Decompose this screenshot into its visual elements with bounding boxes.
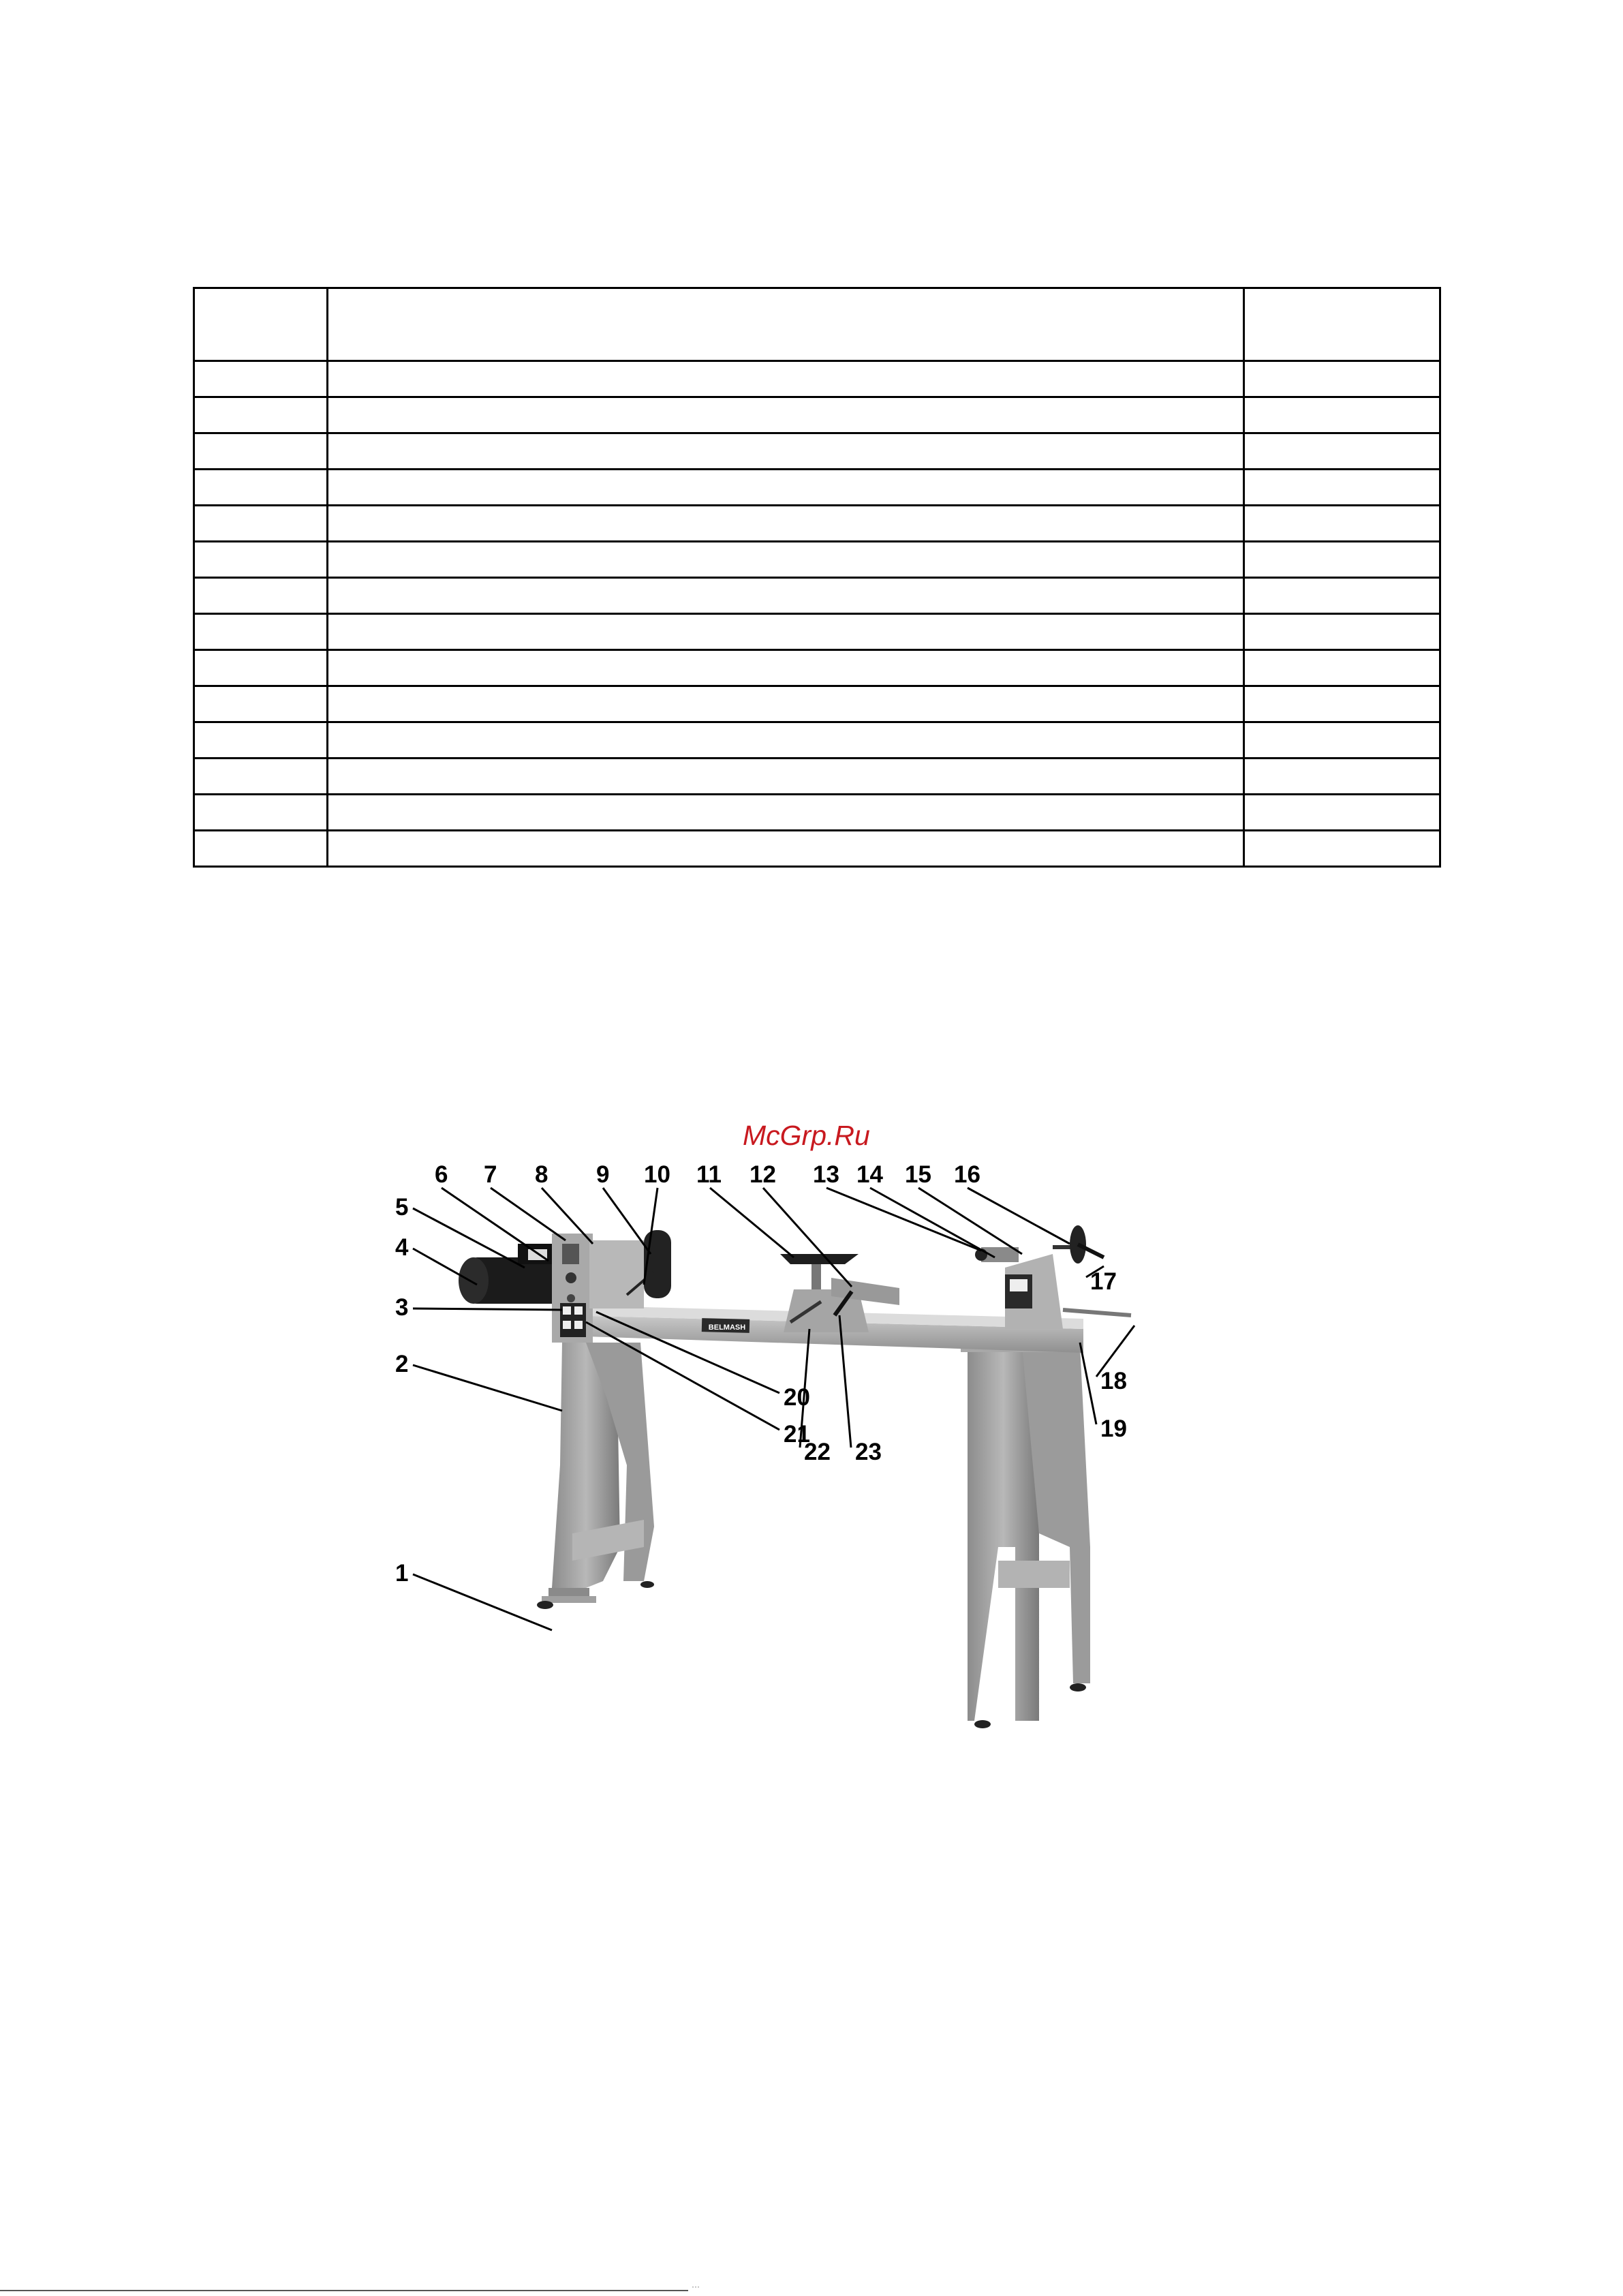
table-cell (194, 831, 328, 867)
leader-line-14 (870, 1188, 995, 1257)
table-cell (1244, 542, 1440, 578)
leader-line-12 (763, 1188, 852, 1287)
table-row (194, 506, 1440, 542)
table-cell (1244, 831, 1440, 867)
table-cell (1244, 614, 1440, 650)
table-cell (328, 470, 1244, 506)
callout-label-8: 8 (535, 1161, 548, 1188)
leader-line-16 (968, 1188, 1070, 1244)
table-cell (328, 650, 1244, 686)
leader-line-6 (442, 1188, 548, 1261)
motor (459, 1244, 559, 1304)
callout-label-12: 12 (749, 1161, 776, 1188)
table-row (194, 433, 1440, 470)
callout-label-14: 14 (856, 1161, 883, 1188)
callout-label-19: 19 (1100, 1415, 1127, 1442)
table-cell (194, 795, 328, 831)
table-cell (328, 722, 1244, 759)
table-cell (1244, 650, 1440, 686)
callout-label-7: 7 (484, 1161, 497, 1188)
table-cell (328, 361, 1244, 397)
table-cell (194, 578, 328, 614)
table-cell (1244, 433, 1440, 470)
footer-rule (0, 2290, 688, 2291)
table-row (194, 578, 1440, 614)
callout-label-16: 16 (954, 1161, 980, 1188)
table-cell (194, 361, 328, 397)
callout-label-15: 15 (905, 1161, 931, 1188)
table-row (194, 722, 1440, 759)
table-cell (328, 288, 1244, 361)
table-cell (328, 795, 1244, 831)
brand-plate-label: BELMASH (708, 1323, 746, 1332)
watermark: McGrp.Ru (743, 1120, 870, 1151)
table-cell (194, 288, 328, 361)
table-cell (194, 470, 328, 506)
table-cell (1244, 288, 1440, 361)
table-row (194, 542, 1440, 578)
table-cell (194, 506, 328, 542)
callout-label-21: 21 (784, 1421, 810, 1448)
table-cell (194, 759, 328, 795)
callout-label-18: 18 (1100, 1368, 1127, 1394)
table-cell (194, 686, 328, 722)
table-row (194, 686, 1440, 722)
callout-label-11: 11 (696, 1161, 722, 1188)
table-cell (328, 506, 1244, 542)
table-row (194, 470, 1440, 506)
table-cell (328, 614, 1244, 650)
callout-label-23: 23 (855, 1439, 882, 1465)
table-cell (194, 433, 328, 470)
table-cell (328, 686, 1244, 722)
table-cell (194, 397, 328, 433)
leader-line-2 (413, 1365, 562, 1411)
leader-line-11 (710, 1188, 794, 1257)
table-row (194, 650, 1440, 686)
table-row (194, 361, 1440, 397)
callout-label-22: 22 (804, 1439, 831, 1465)
leader-line-7 (491, 1188, 566, 1240)
leader-line-1 (413, 1574, 552, 1630)
leveling-foot (537, 1601, 553, 1609)
left-stand (537, 1343, 654, 1609)
callout-label-20: 20 (784, 1384, 810, 1411)
table-cell (328, 397, 1244, 433)
callout-label-3: 3 (395, 1294, 409, 1321)
callout-label-9: 9 (596, 1161, 610, 1188)
table-cell (1244, 722, 1440, 759)
table-cell (1244, 506, 1440, 542)
table-cell (328, 542, 1244, 578)
callout-label-13: 13 (813, 1161, 839, 1188)
table-cell (194, 722, 328, 759)
table-row (194, 759, 1440, 795)
table-cell (1244, 470, 1440, 506)
table-cell (1244, 361, 1440, 397)
pulley-cover (644, 1230, 671, 1298)
callout-label-17: 17 (1090, 1268, 1117, 1295)
spec-table (193, 287, 1441, 868)
table-cell (194, 614, 328, 650)
lathe-diagram (382, 1111, 1267, 1765)
table-row (194, 614, 1440, 650)
footer-mark: ··· (692, 2282, 700, 2291)
leader-line-3 (413, 1308, 562, 1310)
table-cell (1244, 795, 1440, 831)
leader-line-13 (826, 1188, 981, 1251)
table-cell (1244, 759, 1440, 795)
table-header-row (194, 288, 1440, 361)
callout-label-4: 4 (395, 1234, 409, 1261)
table-cell (1244, 686, 1440, 722)
table-row (194, 795, 1440, 831)
callout-label-1: 1 (395, 1560, 409, 1587)
table-cell (328, 578, 1244, 614)
callout-label-10: 10 (644, 1161, 670, 1188)
table-cell (1244, 397, 1440, 433)
table-cell (194, 542, 328, 578)
right-stand (961, 1343, 1090, 1728)
table-row (194, 397, 1440, 433)
table-cell (194, 650, 328, 686)
callout-label-5: 5 (395, 1194, 409, 1221)
table-cell (328, 759, 1244, 795)
table-cell (328, 433, 1244, 470)
callout-label-6: 6 (435, 1161, 448, 1188)
callout-label-2: 2 (395, 1351, 409, 1377)
table-cell (1244, 578, 1440, 614)
table-cell (328, 831, 1244, 867)
table-row (194, 831, 1440, 867)
